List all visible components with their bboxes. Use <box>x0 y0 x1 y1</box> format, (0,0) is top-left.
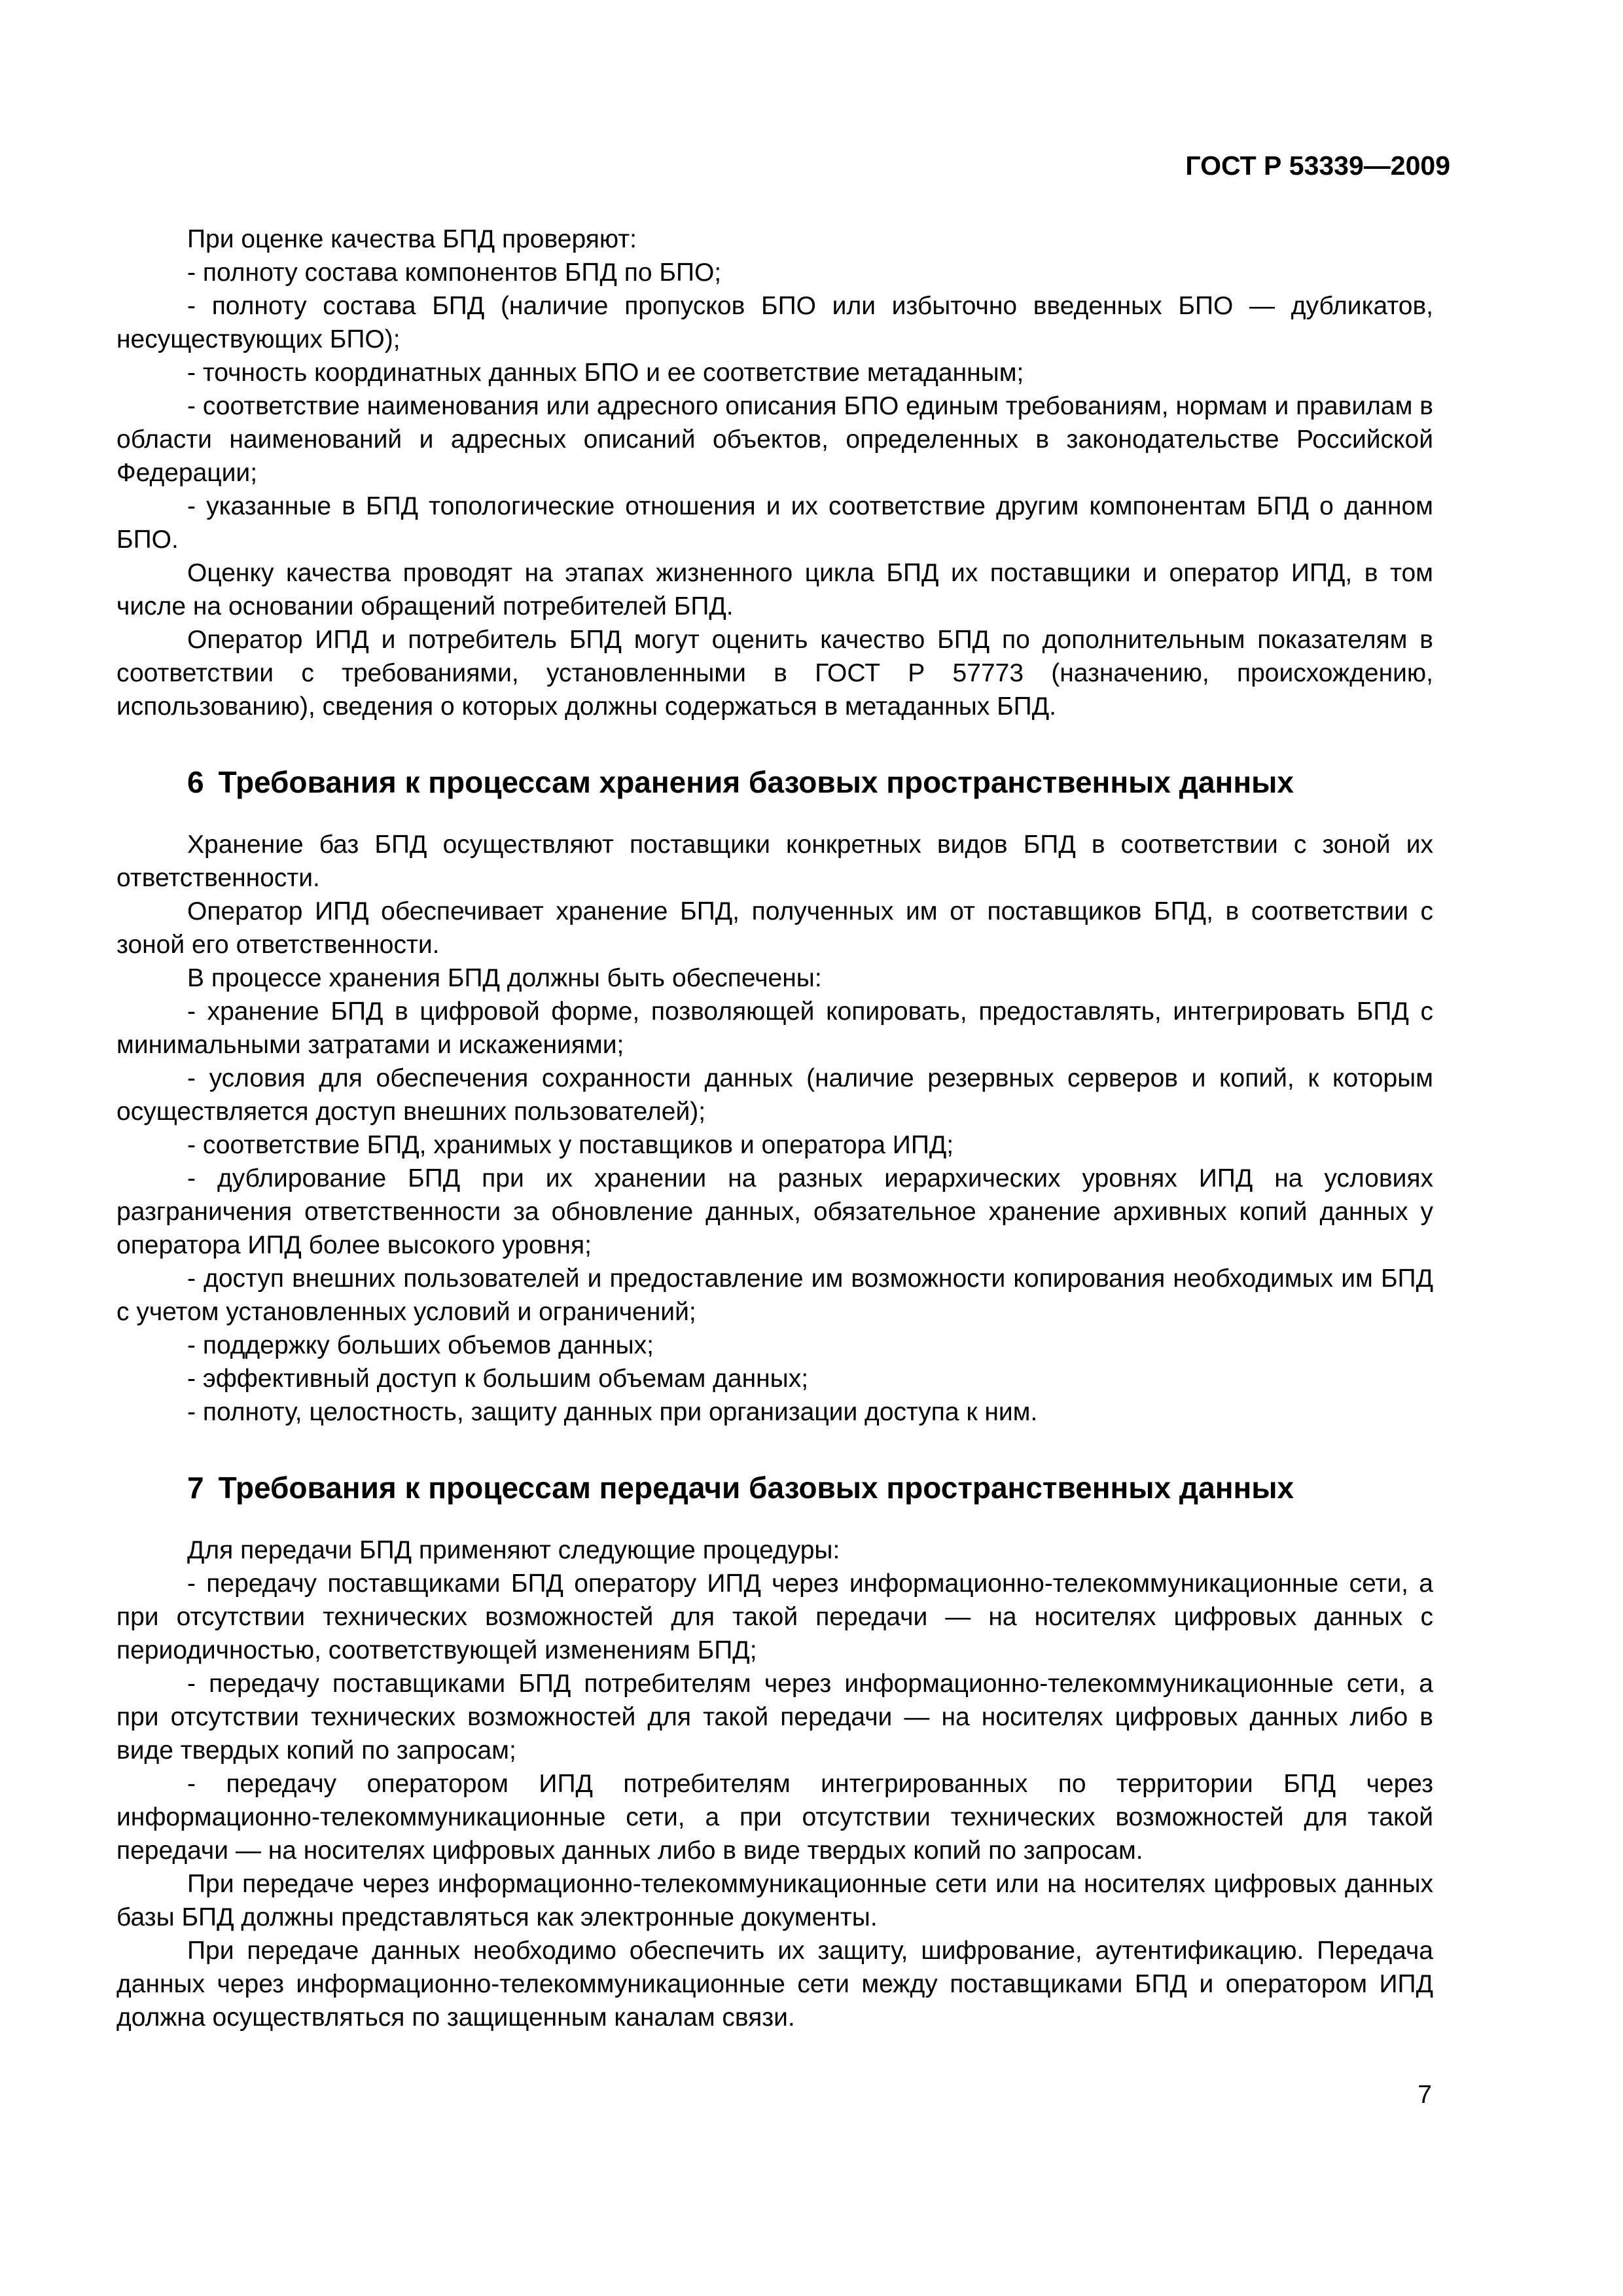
list-item: - поддержку больших объемов данных; <box>187 1331 654 1359</box>
paragraph: При передаче данных необходимо обеспечить их защиту, шифрование, аутентификацию. Передача данных через информационно-телекоммуникационные сети между поставщиками БПД и оператором ИПД должна осуществляться по защищенным каналам связи. <box>116 1937 1433 2032</box>
page-number: 7 <box>1418 2081 1432 2109</box>
paragraph: Хранение баз БПД осуществляют поставщики конкретных видов БПД в соответствии с зоной их ответственности. <box>116 831 1433 892</box>
list-item: - соответствие БПД, хранимых у поставщиков и оператора ИПД; <box>187 1131 954 1159</box>
list-item: - полноту, целостность, защиту данных при организации доступа к ним. <box>187 1398 1038 1426</box>
list-item: - передачу поставщиками БПД потребителям через информационно-телекоммуникационные сети, а при отсутствии технических возможностей для такой передачи — на носителях цифровых данных либо в виде твердых копий по запросам; <box>116 1670 1433 1765</box>
section-7-title: Требования к процессам передачи базовых пространственных данных <box>218 1471 1294 1505</box>
paragraph: При оценке качества БПД проверяют: <box>187 225 637 253</box>
list-item: - передачу оператором ИПД потребителям интегрированных по территории БПД через информационно-телекоммуникационные сети, а при отсутствии технических возможностей для такой передачи — на носителях цифровых данных либо в виде твердых копий по запросам. <box>116 1770 1433 1865</box>
list-item: - точность координатных данных БПО и ее соответствие метаданным; <box>187 359 1024 387</box>
list-item: - указанные в БПД топологические отношения и их соответствие другим компонентам БПД о данном БПО. <box>116 492 1433 554</box>
section-7-heading <box>116 1468 1433 1507</box>
paragraph: При передаче через информационно-телекоммуникационные сети или на носителях цифровых данных базы БПД должны представляться как электронные документы. <box>116 1870 1433 1931</box>
page-content <box>116 223 1433 2034</box>
list-item: - доступ внешних пользователей и предоставление им возможности копирования необходимых им БПД с учетом установленных условий и ограничений; <box>116 1265 1433 1326</box>
section-6-title: Требования к процессам хранения базовых пространственных данных <box>218 765 1294 799</box>
paragraph: Оценку качества проводят на этапах жизненного цикла БПД их поставщики и оператор ИПД, в том числе на основании обращений потребителей БПД. <box>116 559 1433 620</box>
list-item: - дублирование БПД при их хранении на разных иерархических уровнях ИПД на условиях разграничения ответственности за обновление данных, обязательное хранение архивных копий данных у оператора ИПД более высокого уровня; <box>116 1164 1433 1259</box>
paragraph: Оператор ИПД обеспечивает хранение БПД, полученных им от поставщиков БПД, в соответствии с зоной его ответственности. <box>116 897 1433 959</box>
list-item: - условия для обеспечения сохранности данных (наличие резервных серверов и копий, к которым осуществляется доступ внешних пользователей); <box>116 1064 1433 1126</box>
section-6-number: 6 <box>187 765 204 799</box>
list-item: - полноту состава БПД (наличие пропусков БПО или избыточно введенных БПО — дубликатов, несуществующих БПО); <box>116 292 1433 353</box>
list-item: - полноту состава компонентов БПД по БПО; <box>187 259 722 287</box>
section-6-heading <box>116 762 1433 802</box>
document-code-header: ГОСТ Р 53339—2009 <box>1185 151 1450 181</box>
section-5-continuation <box>116 223 1433 723</box>
paragraph: Для передачи БПД применяют следующие процедуры: <box>187 1536 840 1564</box>
list-item: - соответствие наименования или адресного описания БПО единым требованиям, нормам и правилам в области наименований и адресных описаний объектов, определенных в законодательстве Российской Федерации; <box>116 392 1433 487</box>
list-item: - хранение БПД в цифровой форме, позволяющей копировать, предоставлять, интегрировать БПД с минимальными затратами и искажениями; <box>116 997 1433 1059</box>
list-item: - эффективный доступ к большим объемам данных; <box>187 1365 809 1393</box>
paragraph: В процессе хранения БПД должны быть обеспечены: <box>187 964 822 992</box>
section-7-body <box>116 1534 1433 2034</box>
section-6-body <box>116 828 1433 1429</box>
list-item: - передачу поставщиками БПД оператору ИПД через информационно-телекоммуникационные сети, а при отсутствии технических возможностей для такой передачи — на носителях цифровых данных с периодичностью, соответствующей изменениям БПД; <box>116 1570 1433 1664</box>
paragraph: Оператор ИПД и потребитель БПД могут оценить качество БПД по дополнительным показателям в соответствии с требованиями, установленными в ГОСТ Р 57773 (назначению, происхождению, использованию), сведения о которых должны содержаться в метаданных БПД. <box>116 626 1433 721</box>
section-7-number: 7 <box>187 1471 204 1505</box>
